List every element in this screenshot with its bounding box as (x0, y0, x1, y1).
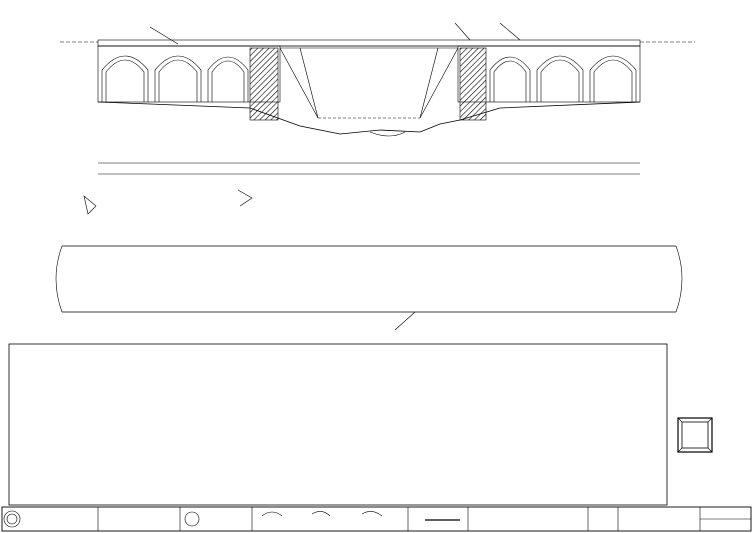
footing-numbering-detail (678, 418, 712, 452)
north-arrow (84, 196, 96, 214)
signature-1 (262, 512, 282, 516)
university-logo (185, 512, 199, 526)
right-abutment-hatch (460, 48, 486, 120)
school-logo (4, 511, 20, 527)
river-bed (370, 132, 405, 136)
signature-3 (362, 511, 382, 516)
plan-view (56, 190, 682, 330)
right-arches (490, 56, 636, 102)
scale-arrow (238, 190, 252, 206)
elevation-view (60, 23, 695, 174)
signature-2 (312, 511, 330, 516)
center-truss (280, 48, 458, 118)
bridge-deck (98, 40, 640, 46)
coordinates-table (9, 344, 667, 505)
left-arches (102, 56, 248, 102)
title-block (2, 507, 751, 531)
span-dimensions (98, 163, 640, 174)
